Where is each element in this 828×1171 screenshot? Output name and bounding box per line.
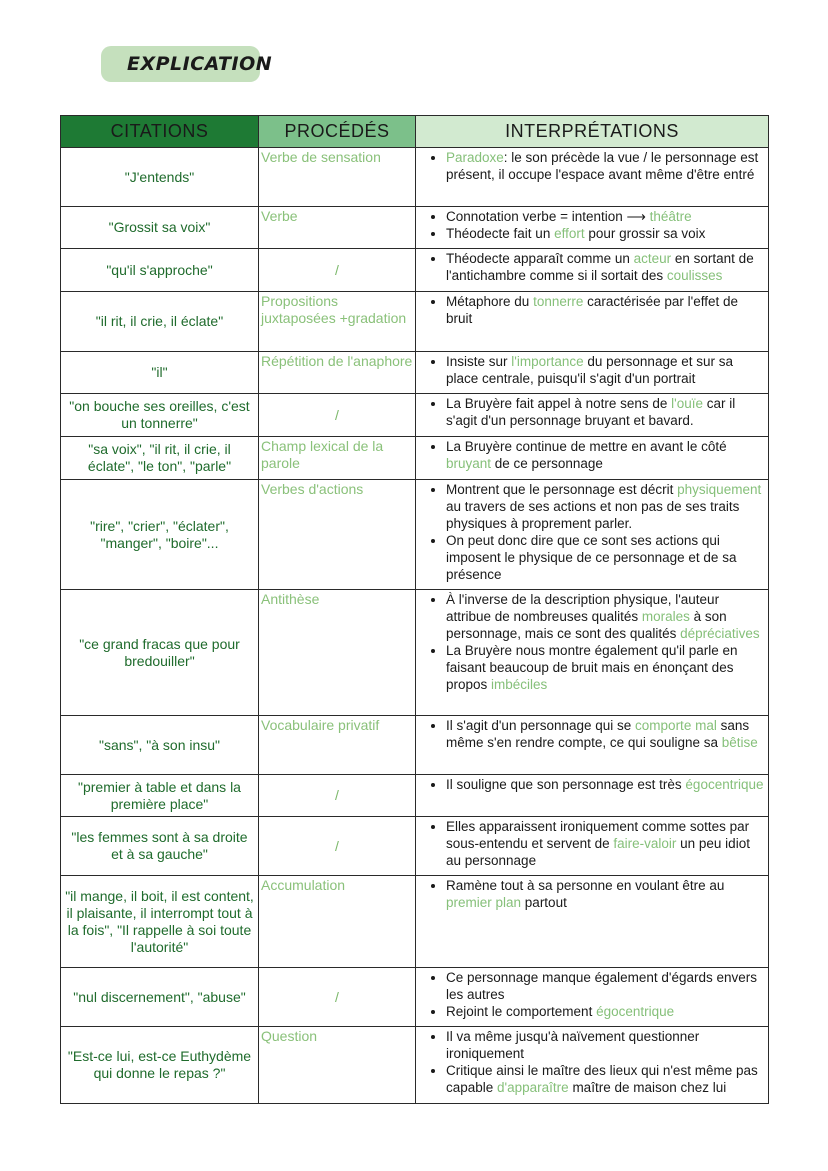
interpretation-cell <box>416 775 769 817</box>
highlighted-term: acteur <box>633 251 672 266</box>
highlighted-term: Paradoxe <box>446 150 504 165</box>
table-row <box>61 207 769 249</box>
interpretation-cell <box>416 968 769 1027</box>
interpretation-cell <box>416 716 769 775</box>
procede-cell: Répétition de l'anaphore <box>259 352 416 394</box>
interpretation-cell <box>416 249 769 292</box>
interpretation-list <box>418 353 766 387</box>
section-badge <box>101 46 273 82</box>
citation-cell: "il" <box>61 352 259 394</box>
interpretation-cell <box>416 590 769 716</box>
interpretation-cell <box>416 292 769 352</box>
citation-cell: "nul discernement", "abuse" <box>61 968 259 1027</box>
highlighted-term: l'ouïe <box>671 396 704 411</box>
highlighted-term: d'apparaître <box>497 1080 569 1095</box>
procede-cell: Question <box>259 1027 416 1104</box>
interpretation-list <box>418 969 766 1020</box>
highlighted-term: coulisses <box>666 268 723 283</box>
table-row <box>61 249 769 292</box>
interpretation-bullet: • On peut donc dire que ce sont ses actions qui imposent le physique de ce personnage et de sa présence <box>446 532 766 583</box>
interpretation-bullet: • Montrent que le personnage est décrit physiquement au travers de ses actions et non pas de ses traits physiques à proprement parler. <box>446 481 766 532</box>
interpretation-bullet: • Rejoint le comportement égocentrique <box>446 1003 766 1020</box>
citation-cell: "Grossit sa voix" <box>61 207 259 249</box>
procede-cell: Verbes d'actions <box>259 480 416 590</box>
citation-cell: "on bouche ses oreilles, c'est un tonnerre" <box>61 394 259 437</box>
procede-cell: Verbe de sensation <box>259 148 416 207</box>
highlighted-term: morales <box>641 609 690 624</box>
interpretation-bullet: • Paradoxe: le son précède la vue / le personnage est présent, il occupe l'espace avant même d'être entré <box>446 149 766 183</box>
column-header-procedes: PROCÉDÉS <box>259 116 416 148</box>
table-row <box>61 480 769 590</box>
interpretation-cell <box>416 394 769 437</box>
table-row <box>61 716 769 775</box>
interpretation-bullet: • Théodecte apparaît comme un acteur en sortant de l'antichambre comme si il sortait des coulisses <box>446 250 766 284</box>
procede-cell: / <box>259 394 416 437</box>
highlighted-term: l'importance <box>511 354 584 369</box>
citation-cell: "sa voix", "il rit, il crie, il éclate", "le ton", "parle" <box>61 437 259 480</box>
procede-cell: Vocabulaire privatif <box>259 716 416 775</box>
highlighted-term: égocentrique <box>596 1004 675 1019</box>
interpretation-bullet: • Connotation verbe = intention ⟶ théâtre <box>446 208 766 225</box>
interpretation-bullet: • Ce personnage manque également d'égards envers les autres <box>446 969 766 1003</box>
highlighted-term: imbéciles <box>491 677 548 692</box>
interpretation-list <box>418 395 766 429</box>
citation-cell: "J'entends" <box>61 148 259 207</box>
table-row <box>61 437 769 480</box>
table-row <box>61 292 769 352</box>
citation-cell: "sans", "à son insu" <box>61 716 259 775</box>
table-header-row <box>61 116 769 148</box>
highlighted-term: premier plan <box>446 895 522 910</box>
interpretation-cell <box>416 817 769 876</box>
interpretation-list <box>418 591 766 693</box>
interpretation-bullet: • À l'inverse de la description physique, l'auteur attribue de nombreuses qualités morales à son personnage, mais ce sont des qualités dépréciatives <box>446 591 766 642</box>
interpretation-cell <box>416 437 769 480</box>
interpretation-bullet: • La Bruyère fait appel à notre sens de l'ouïe car il s'agit d'un personnage bruyant et bavard. <box>446 395 766 429</box>
highlighted-term: tonnerre <box>533 294 584 309</box>
column-header-interpretations: INTERPRÉTATIONS <box>416 116 769 148</box>
interpretation-bullet: • Ramène tout à sa personne en voulant être au premier plan partout <box>446 877 766 911</box>
column-header-citations: CITATIONS <box>61 116 259 148</box>
interpretation-bullet: • Métaphore du tonnerre caractérisée par l'effet de bruit <box>446 293 766 327</box>
interpretation-cell <box>416 876 769 968</box>
procede-cell: / <box>259 968 416 1027</box>
interpretation-cell <box>416 207 769 249</box>
highlighted-term: physiquement <box>677 482 762 497</box>
interpretation-bullet: • La Bruyère continue de mettre en avant le côté bruyant de ce personnage <box>446 438 766 472</box>
interpretation-bullet: • Insiste sur l'importance du personnage et sur sa place centrale, puisqu'il s'agit d'un portrait <box>446 353 766 387</box>
interpretation-list <box>418 717 766 751</box>
citation-cell: "ce grand fracas que pour bredouiller" <box>61 590 259 716</box>
table-row <box>61 1027 769 1104</box>
procede-cell: Accumulation <box>259 876 416 968</box>
highlighted-term: bruyant <box>446 456 492 471</box>
interpretation-bullet: • Il souligne que son personnage est très égocentrique <box>446 776 766 793</box>
table-row <box>61 968 769 1027</box>
table-row <box>61 876 769 968</box>
interpretation-cell <box>416 1027 769 1104</box>
table-row <box>61 148 769 207</box>
analysis-table <box>60 115 769 1104</box>
citation-cell: "Est-ce lui, est-ce Euthydème qui donne le repas ?" <box>61 1027 259 1104</box>
interpretation-list <box>418 776 766 793</box>
interpretation-cell <box>416 480 769 590</box>
interpretation-bullet: • Il va même jusqu'à naïvement questionner ironiquement <box>446 1028 766 1062</box>
table-row <box>61 352 769 394</box>
table-row <box>61 817 769 876</box>
table-row <box>61 775 769 817</box>
table-row <box>61 394 769 437</box>
citation-cell: "premier à table et dans la première place" <box>61 775 259 817</box>
procede-cell: / <box>259 249 416 292</box>
procede-cell: / <box>259 817 416 876</box>
procede-cell: / <box>259 775 416 817</box>
procede-cell: Antithèse <box>259 590 416 716</box>
interpretation-list <box>418 208 766 242</box>
section-title: EXPLICATION <box>127 53 273 75</box>
highlighted-term: théâtre <box>649 209 692 224</box>
procede-cell: Verbe <box>259 207 416 249</box>
highlighted-term: effort <box>554 226 585 241</box>
highlighted-term: dépréciatives <box>680 626 760 641</box>
procede-cell: Propositions juxtaposées +gradation <box>259 292 416 352</box>
interpretation-list <box>418 438 766 472</box>
citation-cell: "rire", "crier", "éclater", "manger", "boire"... <box>61 480 259 590</box>
interpretation-bullet: • Il s'agit d'un personnage qui se comporte mal sans même s'en rendre compte, ce qui souligne sa bêtise <box>446 717 766 751</box>
citation-cell: "les femmes sont à sa droite et à sa gauche" <box>61 817 259 876</box>
interpretation-bullet: • Critique ainsi le maître des lieux qui n'est même pas capable d'apparaître maître de maison chez lui <box>446 1062 766 1096</box>
highlighted-term: bêtise <box>721 735 758 750</box>
highlighted-term: égocentrique <box>685 777 764 792</box>
highlighted-term: comporte mal <box>635 718 717 733</box>
interpretation-list <box>418 250 766 284</box>
interpretation-cell <box>416 148 769 207</box>
interpretation-list <box>418 149 766 183</box>
interpretation-list <box>418 293 766 327</box>
citation-cell: "qu'il s'approche" <box>61 249 259 292</box>
citation-cell: "il mange, il boit, il est content, il plaisante, il interrompt tout à la fois", "Il rappelle à soi toute l'autorité" <box>61 876 259 968</box>
interpretation-list <box>418 481 766 583</box>
interpretation-bullet: • La Bruyère nous montre également qu'il parle en faisant beaucoup de bruit mais en énonçant des propos imbéciles <box>446 642 766 693</box>
interpretation-cell <box>416 352 769 394</box>
interpretation-list <box>418 1028 766 1096</box>
citation-cell: "il rit, il crie, il éclate" <box>61 292 259 352</box>
table-row <box>61 590 769 716</box>
interpretation-bullet: • Théodecte fait un effort pour grossir sa voix <box>446 225 766 242</box>
interpretation-list <box>418 877 766 911</box>
interpretation-bullet: • Elles apparaissent ironiquement comme sottes par sous-entendu et servent de faire-valoir un peu idiot au personnage <box>446 818 766 869</box>
interpretation-list <box>418 818 766 869</box>
procede-cell: Champ lexical de la parole <box>259 437 416 480</box>
highlighted-term: faire-valoir <box>613 836 677 851</box>
